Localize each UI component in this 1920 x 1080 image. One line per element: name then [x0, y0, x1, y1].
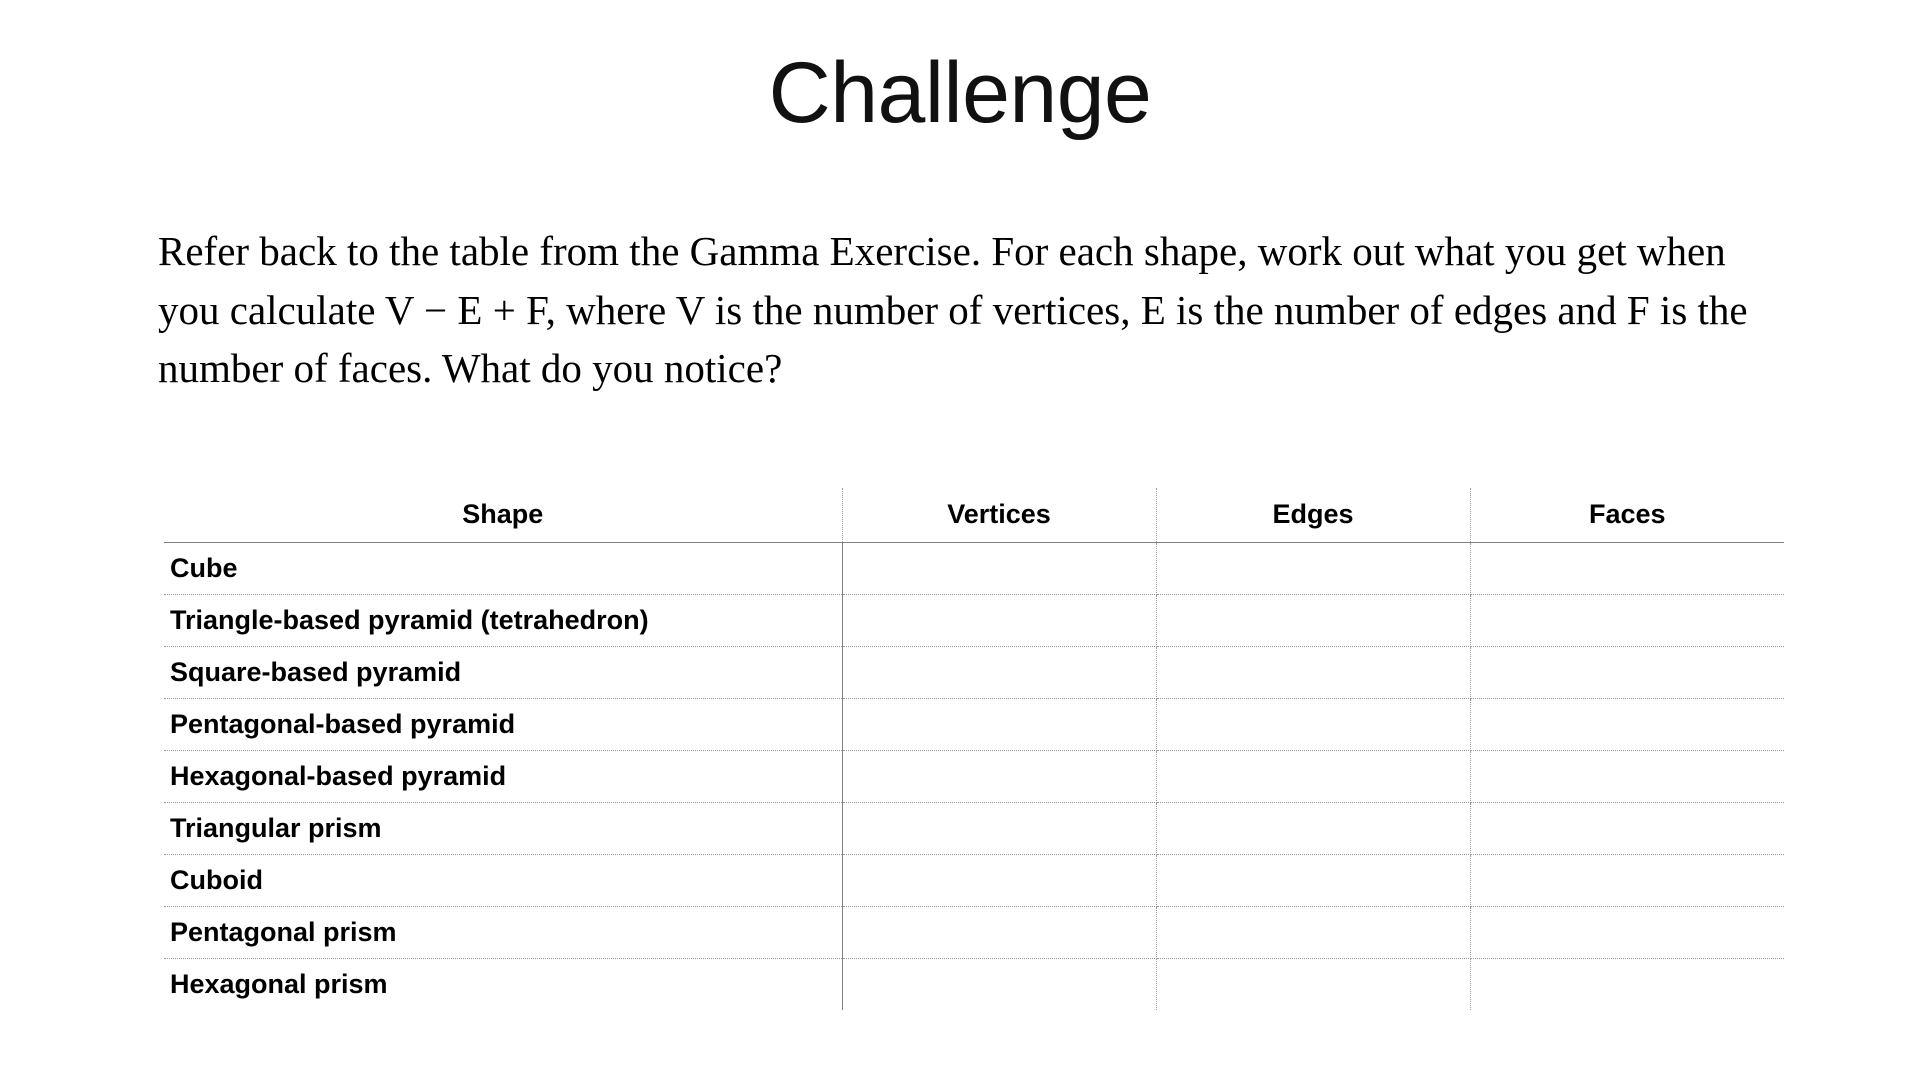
table-row: [164, 802, 1784, 854]
table-row: [164, 594, 1784, 646]
cell-vertices[interactable]: [842, 542, 1156, 594]
cell-faces[interactable]: [1470, 542, 1784, 594]
cell-vertices[interactable]: [842, 906, 1156, 958]
cell-shape: Pentagonal prism: [164, 906, 842, 958]
cell-edges[interactable]: [1156, 958, 1470, 1010]
cell-vertices[interactable]: [842, 594, 1156, 646]
cell-faces[interactable]: [1470, 646, 1784, 698]
cell-faces[interactable]: [1470, 698, 1784, 750]
column-header-edges: Edges: [1156, 488, 1470, 542]
cell-faces[interactable]: [1470, 958, 1784, 1010]
column-header-vertices: Vertices: [842, 488, 1156, 542]
cell-faces[interactable]: [1470, 854, 1784, 906]
cell-vertices[interactable]: [842, 750, 1156, 802]
shape-table-container: [164, 488, 1784, 1010]
cell-edges[interactable]: [1156, 698, 1470, 750]
cell-edges[interactable]: [1156, 594, 1470, 646]
cell-shape: Pentagonal-based pyramid: [164, 698, 842, 750]
table-row: [164, 906, 1784, 958]
cell-vertices[interactable]: [842, 958, 1156, 1010]
shape-table: [164, 488, 1784, 1010]
column-header-faces: Faces: [1470, 488, 1784, 542]
page-title: Challenge: [768, 45, 1152, 141]
cell-faces[interactable]: [1470, 594, 1784, 646]
table-row: [164, 542, 1784, 594]
table-row: [164, 646, 1784, 698]
cell-shape: Triangular prism: [164, 802, 842, 854]
cell-edges[interactable]: [1156, 906, 1470, 958]
table-body: [164, 542, 1784, 1010]
cell-vertices[interactable]: [842, 802, 1156, 854]
cell-edges[interactable]: [1156, 646, 1470, 698]
cell-edges[interactable]: [1156, 750, 1470, 802]
cell-edges[interactable]: [1156, 542, 1470, 594]
table-row: [164, 958, 1784, 1010]
cell-edges[interactable]: [1156, 854, 1470, 906]
cell-edges[interactable]: [1156, 802, 1470, 854]
table-header-row: [164, 488, 1784, 542]
slide-body-text: Refer back to the table from the Gamma Exercise. For each shape, work out what you get when you calculate V − E + F, where V is the number of vertices, E is the number of edges and F is the number of faces. What do you notice?: [158, 228, 1748, 392]
cell-shape: Cube: [164, 542, 842, 594]
column-header-shape: Shape: [164, 488, 842, 542]
cell-vertices[interactable]: [842, 698, 1156, 750]
cell-shape: Hexagonal-based pyramid: [164, 750, 842, 802]
cell-shape: Square-based pyramid: [164, 646, 842, 698]
cell-vertices[interactable]: [842, 854, 1156, 906]
table-row: [164, 750, 1784, 802]
table-row: [164, 698, 1784, 750]
cell-faces[interactable]: [1470, 802, 1784, 854]
cell-vertices[interactable]: [842, 646, 1156, 698]
cell-shape: Triangle-based pyramid (tetrahedron): [164, 594, 842, 646]
cell-shape: Cuboid: [164, 854, 842, 906]
cell-faces[interactable]: [1470, 906, 1784, 958]
cell-shape: Hexagonal prism: [164, 958, 842, 1010]
table-row: [164, 854, 1784, 906]
cell-faces[interactable]: [1470, 750, 1784, 802]
